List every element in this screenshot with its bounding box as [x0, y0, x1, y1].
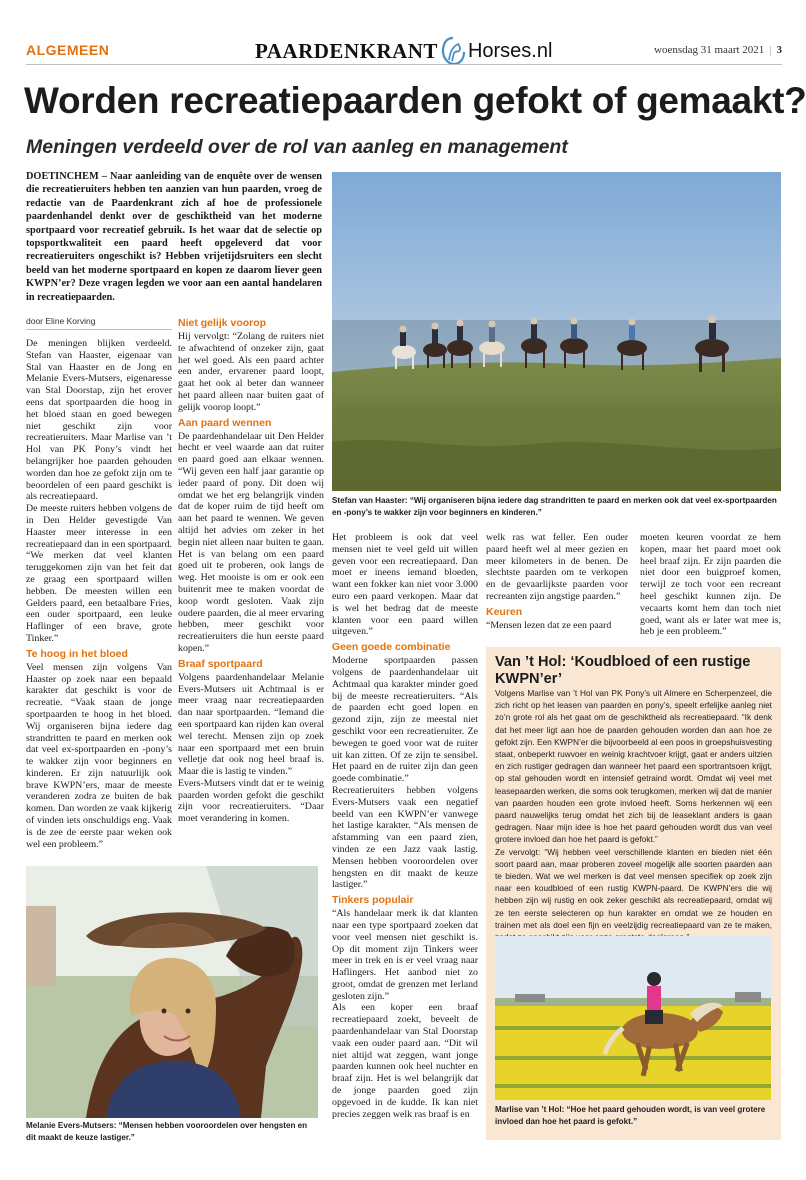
paragraph: Ze vervolgt: “Wij hebben veel verschillende klanten en bieden niet één soort paard aan, maar proberen zoveel mogelijk alle soorten paarden aan te bieden. Wat we wel merken is dat veel mensen specifiek op zoek zijn naar een koudbloed of een rustig KWPN-paard. De KWPN’ers die wij hebben zijn wij rustig en ook zeker geschikt als recreatiepaard, omdat wij ze ten eerste selecteren op hun karakter en omdat we ze houden en trainen met als doel een fijn en veelzijdig recreatiepaard van ze te maken, — [495, 846, 772, 930]
article-subheadline: Meningen verdeeld over de rol van aanleg en management — [26, 136, 568, 158]
paragraph: Evers-Mutsers vindt dat er te weinig paarden worden gefokt die geschikt zijn voor recreatieruiters. “Daar moet verandering in komen. — [178, 777, 324, 825]
article-column-3 — [332, 532, 478, 1120]
article-column-1 — [26, 338, 172, 850]
article-column-4 — [486, 532, 628, 632]
marlise-pony-photo — [495, 936, 771, 1100]
paragraph: De meningen blijken verdeeld. Stefan van Haaster, eigenaar van Stal van Haaster en de Jong en Melanie Evers-Mutsers, eigenaresse van Stal Doorstap, zijn het erover eens dat sportpaarden die hoog in het bloed staan en goed bewegen niet geschikt zijn voor recreatieruiters. Maar Marlise van ’t Hol van PK Pony’s vindt het belangrijker hoe paarden gehouden worden dan hoe ze gefokt zijn om te beoordelen of een paard geschikt is als recreatiepaard. — [26, 338, 172, 503]
paragraph: Hij vervolgt: “Zolang de ruiters niet te afwachtend of onzeker zijn, gaat het wel goed. Als een paard achter een ander, ervarener paard loopt, gaat het ook al beter dan wanneer het paard alleen naar buiten gaat of gelijk voorop loopt.” — [178, 331, 324, 413]
masthead — [255, 36, 552, 66]
paragraph: De meeste ruiters hebben volgens de in Den Helder gevestigde Van Haaster meer interesse in een recreatiepaard dan in een sportpaard. “We merken dat veel klanten teruggekomen zijn van het feit dat ze graag een sportpaard willen hebben. De meesten willen een Gelders paard, een betaalbare Fries, een ouder sportpaard, een leuke Haflinger of een brave, grote Tinker.” — [26, 503, 172, 644]
masthead-sub: Horses.nl — [467, 39, 553, 62]
masthead-name: PAARDENKRANT — [255, 38, 438, 63]
melanie-portrait-photo — [26, 866, 318, 1118]
section-heading: Braaf sportpaard — [178, 657, 263, 670]
section-heading: Niet gelijk voorop — [178, 317, 267, 329]
paragraph: welk ras wat feller. Een ouder paard heeft wel al meer gezien en meer kilometers in de benen. De slechtste paarden om te verkopen en de gevaarlijkste paarden voor recreanten zijn angstige paarden.” — [486, 532, 628, 602]
section-label: ALGEMEEN — [26, 42, 110, 58]
beach-ride-photo — [332, 172, 781, 491]
marlise-photo-caption: Marlise van ’t Hol: “Hoe het paard gehouden wordt, is van veel grotere invloed dan hoe het paard is gefokt.” — [495, 1105, 766, 1126]
page-number: 3 — [776, 44, 782, 56]
issue-date: woensdag 31 maart 2021 — [654, 44, 765, 56]
section-heading: Keuren — [486, 605, 523, 618]
melanie-photo-caption: Melanie Evers-Mutsers: “Mensen hebben vooroordelen over hengsten en dit maakt de keuze lastiger.” — [26, 1121, 308, 1142]
section-heading: Te hoog in het bloed — [26, 647, 128, 660]
dateline — [654, 44, 782, 56]
paragraph: Als een koper een braaf recreatiepaard zoekt, beveelt de paardenhandelaar van Stal Doorstap vaak een ouder paard aan. “Dit wil niet altijd wat zeggen, want jonge paarden kunnen ook heel nuchter en braaf zijn. Het is wel belangrijk dat de jonge paarden goed zijn opgevoed in de kudde. Ik kan niet precies zeggen welk ras braaf is en — [332, 1002, 478, 1120]
section-heading: Geen goede combinatie — [332, 641, 451, 654]
header-rule — [26, 64, 782, 65]
paragraph: “Mensen lezen dat ze een paard — [486, 619, 612, 631]
article-column-2 — [178, 314, 324, 825]
paragraph: Recreatieruiters hebben volgens Evers-Mutsers vaak een negatief beeld van een KWPN’er vanwege het lastige karakter. “Als mensen de afstamming van een paard zien, vinden ze een Jazz vaak lastig. Mensen hebben vooroordelen over hengsten en dit maakt de keuze lastiger.” — [332, 784, 478, 891]
paragraph: Veel mensen zijn volgens Van Haaster op zoek naar een bepaald karakter dat geschikt is voor de recreatie. “Vaak staan de jonge sportpaarden te hoog in het bloed. Wij organiseren bijna iedere dag strandritten te paard en merken ook dat veel ex-sportpaarden en -pony’s te wakker zijn voor beginners en kinderen. Er zijn natuurlijk ook brave KWPN’ers, maar de meeste veranderen zodra ze buiten de bak komen. Dan worden ze vaak kijkerig of vinden iets onschuldigs eng. Vaak is de zee de eerste paar weken ook wel een probleem.” — [26, 661, 172, 850]
paragraph: Moderne sportpaarden passen volgens de paardenhandelaar uit Achtmaal qua karakter minder goed bij de meeste recreatieruiters. “Als de paarden echt goed lopen en gezond zijn, zijn ze meestal niet geschikt voor een recreatieruiter. Ze bewegen te goed voor wat de ruiter uit kan zitten. Of ze zijn te sensibel. Het paard en de ruiter zijn dan geen goede combinatie.” — [332, 655, 478, 785]
article-intro: DOETINCHEM – Naar aanleiding van de enquête over de wensen die recreatieruiters hebben ten aanzien van hun paarden, vroeg de redactie van de Paardenkrant zich af hoe de professionele paardenhandel denkt over de geschiktheid van het moderne sportpaard voor recreatief gebruik. Is het waar dat de selectie op topsportkwaliteit een paard heeft opgeleverd dat voor recreatieruiters ongeschikt is? Hebben vrijetijdsruiters een slecht beeld van het moderne sportpaard en kopen ze daarom liever geen KWPN’er? Deze vragen legden we voor aan een aantal handelaren in recreatiepaarden. — [26, 171, 322, 303]
paragraph: “Als handelaar merk ik dat klanten naar een type sportpaard zoeken dat voor veel mensen niet geschikt is. Op dit moment zijn Tinkers weer meer in trek en is er veel vraag naar Haflingers. Het aanbod niet zo groot, omdat de grenzen met Ierland gesloten zijn.” — [332, 908, 478, 1002]
byline: door Eline Korving — [26, 316, 172, 330]
sidebar-body — [495, 687, 772, 943]
paragraph: Volgens Marlise van ’t Hol van PK Pony’s uit Almere en Scherpenzeel, die zich richt op het leasen van paarden en pony’s, speelt erfelijke aanleg niet zo’n grote rol als het gaat om de geschiktheid als recreatiepaard. “Ik denk dat het meer ligt aan hoe de paarden gehouden worden dan aan hoe ze gefokt zijn. Een KWPN’er die bijvoorbeeld al een poos in groepshuisvesting staat, onbeperkt ruwvoer en weinig krachtvoer krijgt, gaat er anders uitzien en zich rustiger gedragen dan wanneer het paard een sportrantsoen krijgt, op stal gehouden wordt en intensief getraind wordt. Omdat wij veel met leasepaarden werken, die soms ook terugkomen, merken wij dat de manier van paarden houden een grote invloed heeft. Soms herkennen wij een paard nauwelijks terug omdat het zich bij de leaseklant anders is gaan gedragen. Naar mijn idee is hoe het paard gehouden wordt dus van veel grotere invloed dan hoe het paard is gefokt.” — [495, 688, 772, 845]
horse-head-logo-icon — [440, 36, 466, 66]
article-headline: Worden recreatiepaarden gefokt of gemaakt? — [24, 80, 806, 121]
beach-photo-caption: Stefan van Haaster: “Wij organiseren bijna iedere dag strandritten te paard en merken ook dat veel ex-sportpaarden en -pony’s te wakker zijn voor beginners en kinderen.” — [332, 496, 777, 517]
paragraph: Volgens paardenhandelaar Melanie Evers-Mutsers uit Achtmaal is er meer vraag naar recreatiepaarden dan naar sportpaarden. “Iemand die een sportpaard kan rijden kan overal wel terecht. Mensen zijn op zoek naar een sportpaard met een bruin velletje dat ook nog heel braaf is. Maar die is lastig te vinden.” — [178, 671, 324, 778]
paragraph: moeten keuren voordat ze hem kopen, maar het paard moet ook heel braaf zijn. Er zijn paarden die niet door een buigproef komen, terwijl ze toch voor een recreant heel geschikt kunnen zijn. De vecaarts komt hem dan toch niet goed, want als er later wat mee is, heb je een probleem.” — [640, 532, 781, 638]
article-column-5 — [640, 532, 781, 638]
paragraph: Het probleem is ook dat veel mensen niet te veel geld uit willen geven voor een recreatiepaard. Dan moet er ineens iemand bloeden, want een fokker kan niet voor 3.000 euro een paard verkopen. Maar dat is wel het bedrag dat de meeste klanten voor een paard willen uitgeven.” — [332, 532, 478, 638]
section-heading: Tinkers populair — [332, 894, 414, 907]
paragraph: De paardenhandelaar uit Den Helder hecht er veel waarde aan dat ruiter en paard goed aan elkaar wennen. “Wij geven een half jaar garantie op ieder paard of pony. Dit doen wij omdat we het erg belangrijk vinden dat de koper ruim de tijd heeft om aan het paard te wennen. We geven altijd het advies om zeker in het begin niet alleen naar buiten te gaan. Het is van belang om een paard goed uit te proberen, ook langs de weg. Het mooiste is om er ook een buitenrit mee te maken voordat de koop wordt gesloten. Vaak zijn oudere paarden, die al meer ervaring hebben, meer geschikt voor recreatieruiters die hun eerste paard kopen.” — [178, 430, 324, 654]
dateline-separator: | — [769, 44, 772, 56]
sidebar-title: Van ’t Hol: ‘Koudbloed of een rustige KWPN’er’ — [495, 654, 751, 687]
section-heading: Aan paard wennen — [178, 416, 272, 429]
